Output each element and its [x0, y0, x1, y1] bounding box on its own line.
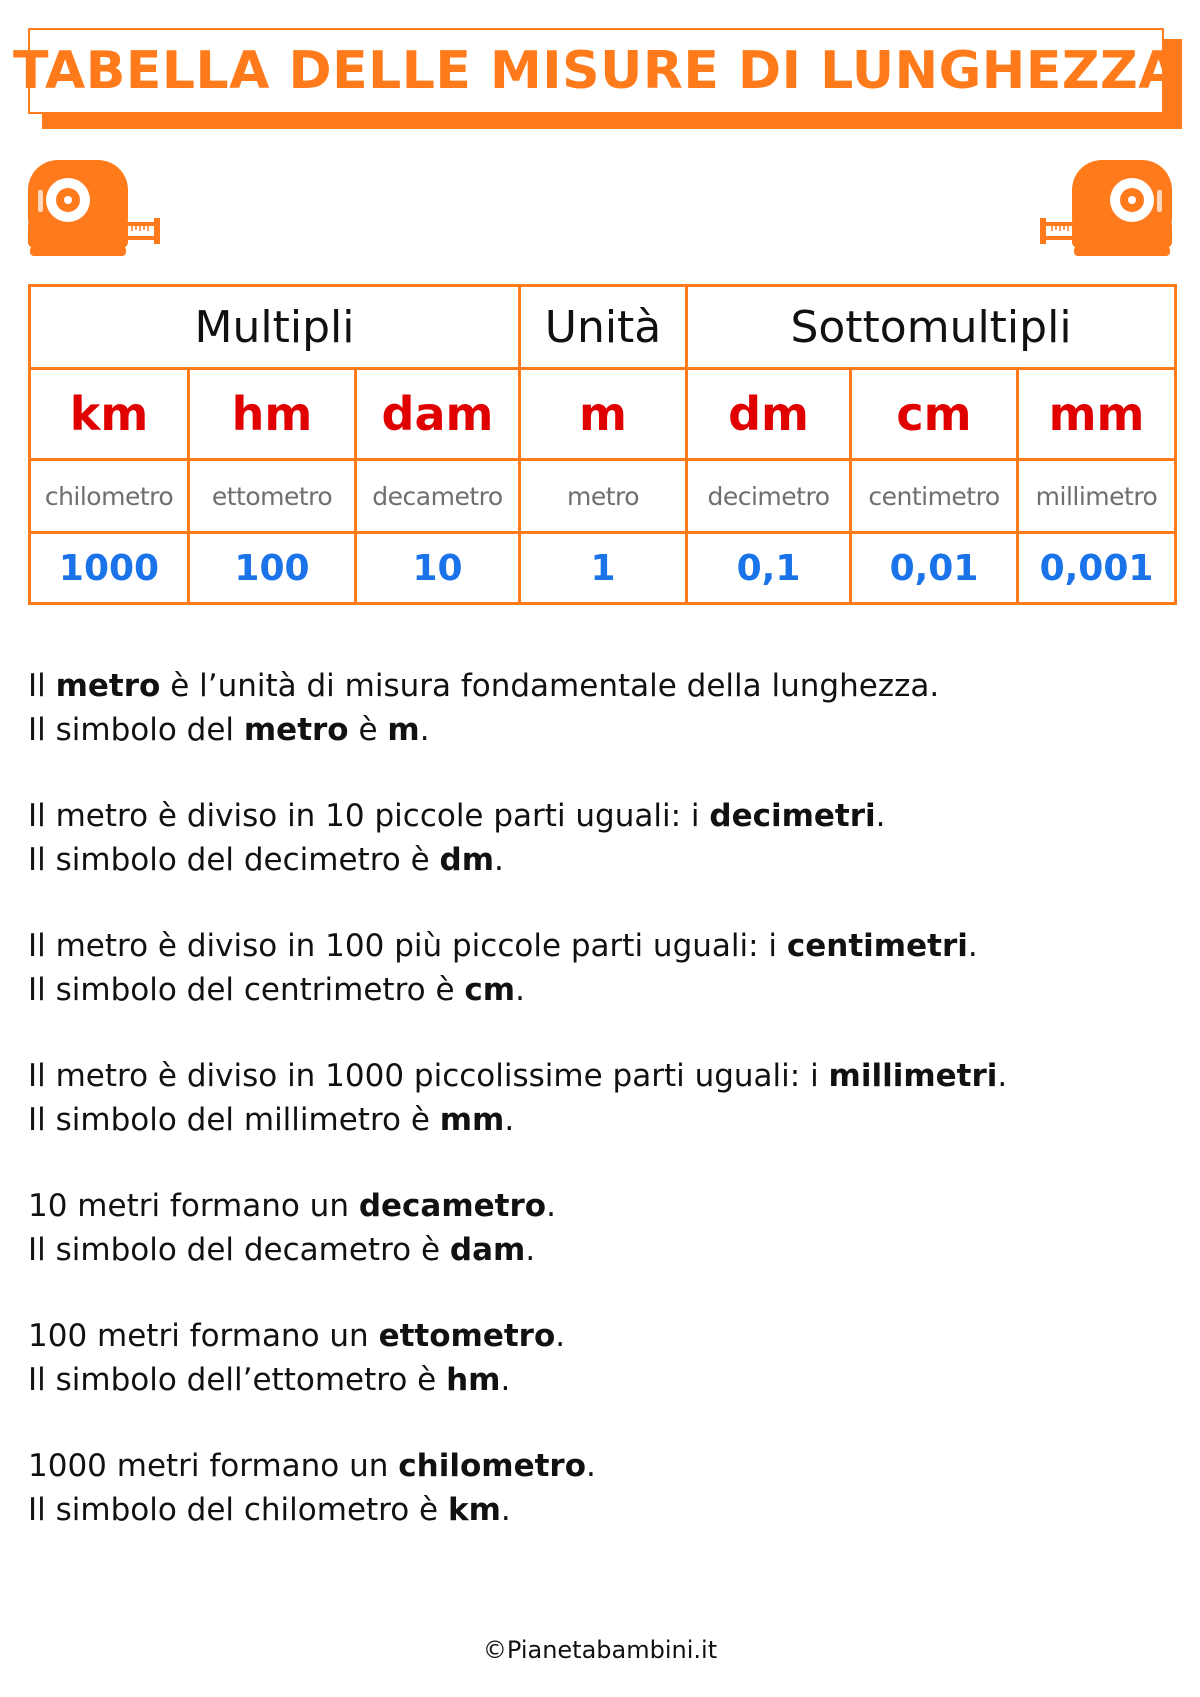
text-span: è — [348, 712, 388, 748]
text-span: . — [500, 1362, 511, 1398]
measures-table — [28, 284, 1177, 605]
text-line — [28, 1184, 1168, 1228]
text-line — [28, 1488, 1168, 1532]
text-span: Il simbolo del — [28, 712, 244, 748]
footer-credit: ©Pianetabambini.it — [482, 1636, 718, 1664]
multiples-header: Multipli — [30, 286, 520, 369]
text-line — [28, 1228, 1168, 1272]
text-span: . — [546, 1188, 556, 1224]
paragraph — [28, 924, 1168, 1012]
text-span: . — [525, 1232, 536, 1268]
paragraph — [28, 1054, 1168, 1142]
bold-symbol: mm — [439, 1102, 505, 1138]
title-box — [13, 28, 1179, 114]
text-span: Il simbolo del millimetro è — [28, 1102, 440, 1138]
symbol-cell: km — [30, 369, 189, 460]
explanation-text — [28, 664, 1168, 1574]
text-line — [28, 794, 1168, 838]
bold-symbol: hm — [446, 1362, 501, 1398]
symbol-cell: mm — [1018, 369, 1176, 460]
symbol-cell: hm — [189, 369, 356, 460]
submultiples-header: Sottomultipli — [687, 286, 1176, 369]
text-span: è l’unità di misura fondamentale della lunghezza. — [160, 668, 940, 704]
bold-term: decimetri — [709, 798, 876, 834]
text-span: Il — [28, 668, 56, 704]
name-cell: decimetro — [687, 460, 851, 533]
tape-measure-icon — [28, 160, 178, 270]
text-span: . — [875, 798, 886, 834]
text-span: . — [419, 712, 430, 748]
text-span: 1000 metri formano un — [28, 1448, 399, 1484]
text-span: . — [586, 1448, 596, 1484]
symbol-cell: cm — [851, 369, 1018, 460]
text-line — [28, 1314, 1168, 1358]
bold-symbol: dam — [449, 1232, 526, 1268]
text-line — [28, 1444, 1168, 1488]
value-cell: 0,1 — [687, 533, 851, 604]
symbol-cell: dam — [356, 369, 520, 460]
text-line — [28, 664, 1168, 708]
text-span: 10 metri formano un — [28, 1188, 359, 1224]
bold-term: chilometro — [398, 1448, 587, 1484]
symbol-cell: m — [520, 369, 687, 460]
text-span: Il metro è diviso in 100 più piccole parti uguali: i — [28, 928, 787, 964]
bold-term: decametro — [358, 1188, 547, 1224]
text-line — [28, 708, 1168, 752]
bold-symbol: m — [387, 712, 420, 748]
bold-symbol: cm — [464, 972, 516, 1008]
unit-header: Unità — [520, 286, 687, 369]
text-span: Il metro è diviso in 1000 piccolissime parti uguali: i — [28, 1058, 829, 1094]
value-cell: 10 — [356, 533, 520, 604]
bold-symbol: km — [447, 1492, 501, 1528]
text-span: . — [997, 1058, 1008, 1094]
table-row — [30, 533, 1176, 604]
bold-term: millimetri — [828, 1058, 998, 1094]
text-span: . — [500, 1492, 511, 1528]
text-span: . — [555, 1318, 566, 1354]
text-line — [28, 968, 1168, 1012]
paragraph — [28, 1184, 1168, 1272]
name-cell: metro — [520, 460, 687, 533]
text-line — [28, 924, 1168, 968]
paragraph — [28, 664, 1168, 752]
text-span: Il simbolo dell’ettometro è — [28, 1362, 447, 1398]
name-cell: millimetro — [1018, 460, 1176, 533]
text-span: . — [504, 1102, 515, 1138]
page-title: TABELLA DELLE MISURE DI LUNGHEZZA — [13, 41, 1179, 101]
bold-term: centimetri — [786, 928, 968, 964]
text-span: . — [967, 928, 978, 964]
paragraph — [28, 794, 1168, 882]
bold-term: ettometro — [378, 1318, 556, 1354]
text-line — [28, 838, 1168, 882]
name-cell: centimetro — [851, 460, 1018, 533]
text-line — [28, 1358, 1168, 1402]
text-span: Il simbolo del centrimetro è — [28, 972, 465, 1008]
text-span: . — [494, 842, 504, 878]
name-cell: ettometro — [189, 460, 356, 533]
paragraph — [28, 1444, 1168, 1532]
table-row — [30, 369, 1176, 460]
paragraph — [28, 1314, 1168, 1402]
text-line — [28, 1098, 1168, 1142]
value-cell: 100 — [189, 533, 356, 604]
value-cell: 1000 — [30, 533, 189, 604]
bold-term: metro — [55, 668, 161, 704]
symbol-cell: dm — [687, 369, 851, 460]
text-span: Il simbolo del chilometro è — [28, 1492, 448, 1528]
value-cell: 0,01 — [851, 533, 1018, 604]
text-span: Il simbolo del decametro è — [28, 1232, 450, 1268]
bold-term: metro — [243, 712, 349, 748]
bold-symbol: dm — [439, 842, 495, 878]
text-span: . — [515, 972, 525, 1008]
value-cell: 0,001 — [1018, 533, 1176, 604]
name-cell: decametro — [356, 460, 520, 533]
table-row — [30, 460, 1176, 533]
text-span: Il metro è diviso in 10 piccole parti uguali: i — [28, 798, 710, 834]
text-span: Il simbolo del decimetro è — [28, 842, 440, 878]
text-line — [28, 1054, 1168, 1098]
tape-measure-icon — [1022, 160, 1172, 270]
value-cell: 1 — [520, 533, 687, 604]
name-cell: chilometro — [30, 460, 189, 533]
table-row — [30, 286, 1176, 369]
text-span: 100 metri formano un — [28, 1318, 379, 1354]
